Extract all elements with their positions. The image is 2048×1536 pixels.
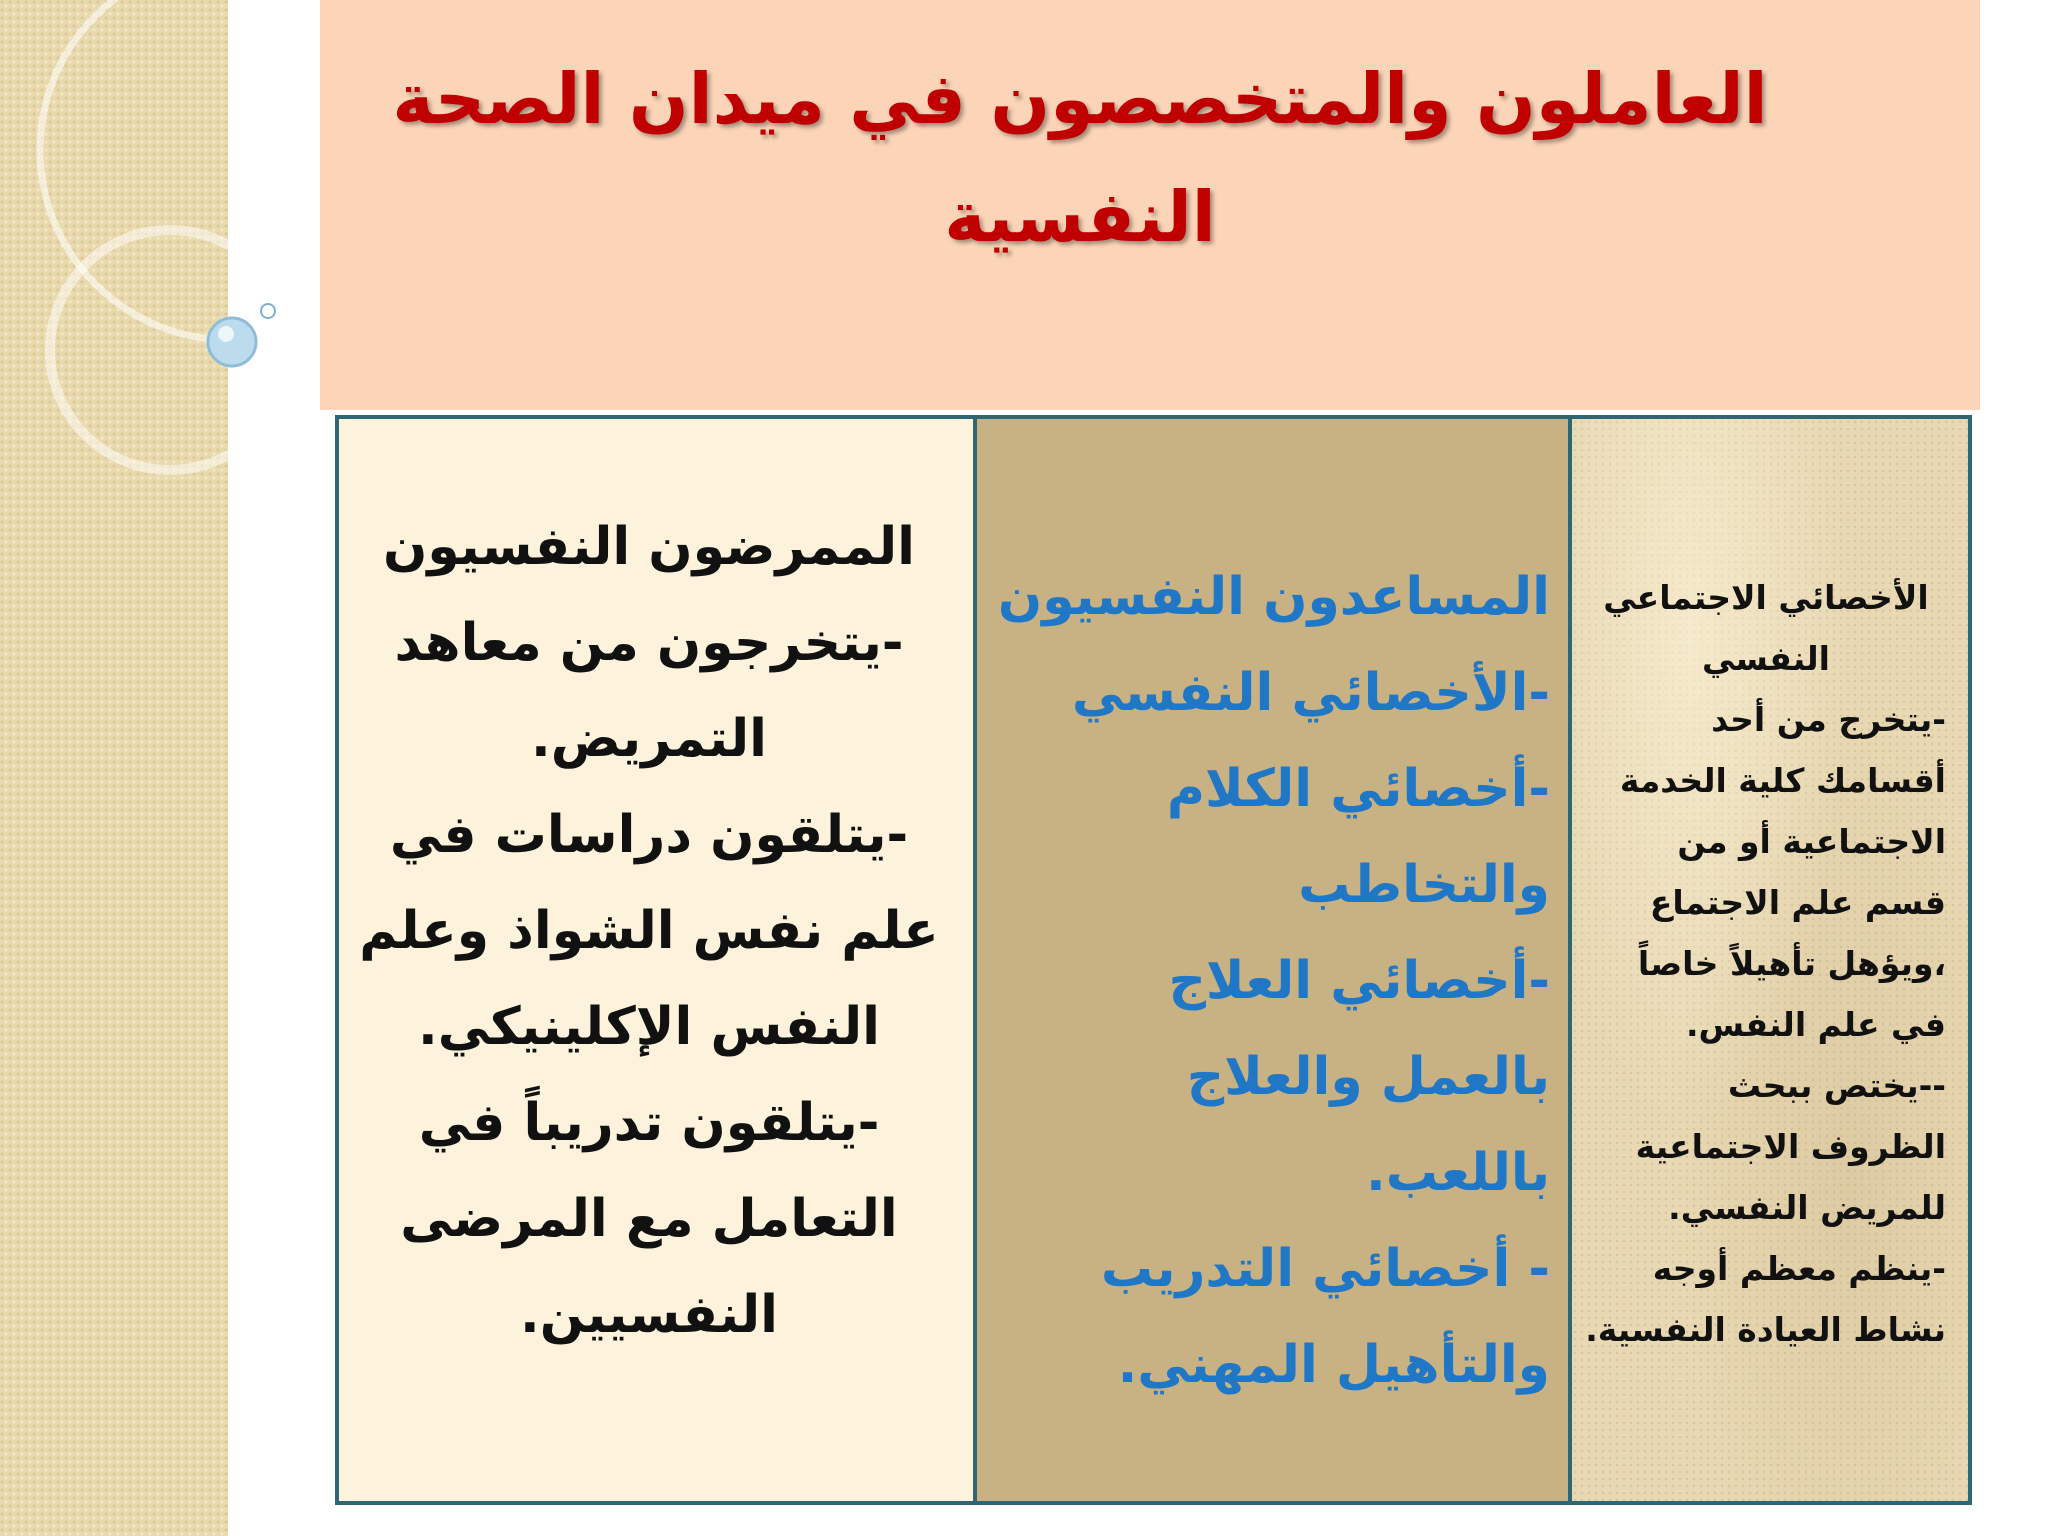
nurses-line: علم نفس الشواذ وعلم — [359, 901, 939, 961]
social-worker-line: للمريض النفسي. — [1668, 1188, 1946, 1227]
nurses-line: التمريض. — [530, 709, 767, 769]
social-worker-line: --يختص ببحث — [1727, 1066, 1946, 1105]
social-worker-line: -ينظم معظم أوجه — [1652, 1249, 1946, 1288]
nurses-text — [359, 499, 939, 1363]
assistants-line: باللعب. — [1366, 1143, 1550, 1203]
social-worker-line: أقسامك كلية الخدمة — [1619, 761, 1946, 800]
social-worker-line: قسم علم الاجتماع — [1649, 883, 1946, 922]
nurses-heading: الممرضون النفسيون — [383, 517, 915, 577]
nurses-line: -يتلقون تدريباً في — [418, 1093, 880, 1153]
social-worker-line: -يتخرج من أحد — [1711, 700, 1946, 739]
assistants-heading: المساعدون النفسيون — [997, 567, 1550, 627]
page-title — [330, 40, 1830, 276]
assistants-line: -أخصائي الكلام — [1166, 759, 1550, 819]
column-social-worker — [1568, 419, 1968, 1501]
assistants-line: -أخصائي العلاج — [1168, 951, 1550, 1011]
nurses-line: التعامل مع المرضى — [400, 1189, 898, 1249]
social-worker-heading: الأخصائي الاجتماعي — [1603, 578, 1929, 617]
social-worker-line: نشاط العيادة النفسية. — [1585, 1310, 1946, 1349]
nurses-line: -يتلقون دراسات في — [389, 805, 909, 865]
title-line-2: النفسية — [944, 176, 1216, 258]
social-worker-line: الظروف الاجتماعية — [1635, 1127, 1946, 1166]
assistants-line: والتأهيل المهني. — [1117, 1335, 1550, 1395]
assistants-text — [990, 549, 1550, 1413]
column-assistants — [973, 419, 1568, 1501]
social-worker-line: الاجتماعية أو من — [1677, 822, 1946, 861]
assistants-line: بالعمل والعلاج — [1186, 1047, 1550, 1107]
nurses-line: النفسيين. — [520, 1285, 778, 1345]
title-line-1: العاملون والمتخصصون في ميدان الصحة — [392, 58, 1768, 140]
decorative-rings-icon — [0, 0, 300, 520]
nurses-line: النفس الإكلينيكي. — [418, 997, 880, 1057]
social-worker-heading-cont: النفسي — [1702, 639, 1830, 678]
assistants-line: - أخصائي التدريب — [1100, 1239, 1550, 1299]
social-worker-line: في علم النفس. — [1686, 1005, 1946, 1044]
assistants-line: والتخاطب — [1298, 855, 1550, 915]
social-worker-text — [1586, 567, 1946, 1360]
social-worker-line: ،ويؤهل تأهيلاً خاصاً — [1637, 944, 1946, 983]
column-nurses — [339, 419, 973, 1501]
nurses-line: -يتخرجون من معاهد — [394, 613, 904, 673]
specialists-table — [335, 415, 1972, 1505]
assistants-line: -الأخصائي النفسي — [1071, 663, 1550, 723]
